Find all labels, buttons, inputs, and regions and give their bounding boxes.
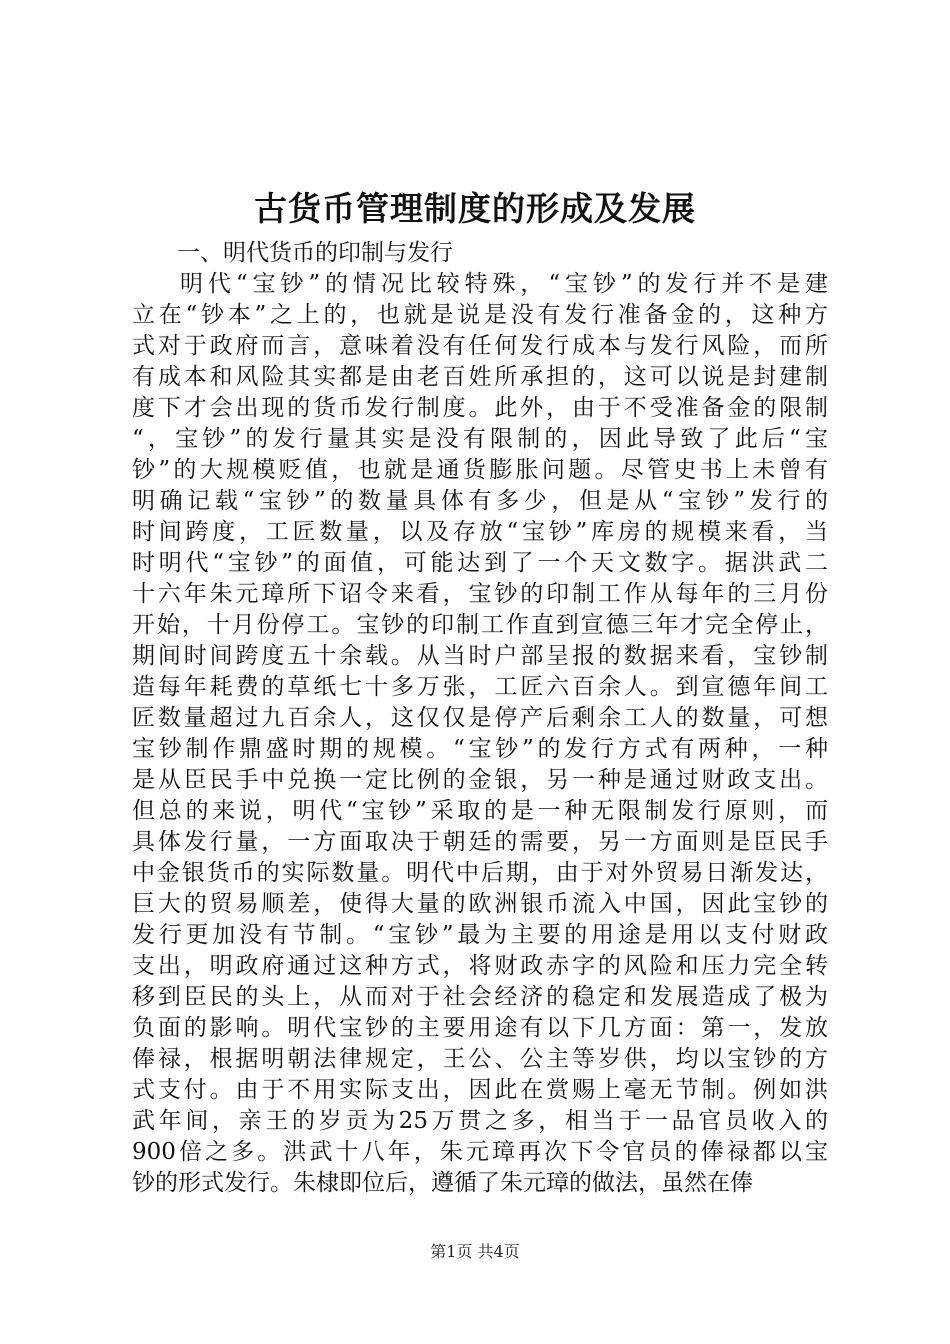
body-line: 匠数量超过九百余人，这仅仅是停产后剩余工人的数量，可想 — [132, 705, 828, 731]
body-line: 钞”的大规模贬值，也就是通货膨胀问题。尽管史书上未曾有 — [132, 457, 828, 483]
body-line: 时间跨度，工匠数量，以及存放“宝钞”库房的规模来看，当 — [132, 519, 828, 545]
body-line: 立在“钞本”之上的，也就是说是没有发行准备金的，这种方 — [132, 302, 828, 328]
body-line: 俸禄，根据明朝法律规定，王公、公主等岁供，均以宝钞的方 — [132, 1046, 828, 1072]
body-line: 造每年耗费的草纸七十多万张，工匠六百余人。到宣德年间工 — [132, 674, 828, 700]
document-title: 古货币管理制度的形成及发展 — [254, 189, 696, 228]
body-line: 式对于政府而言，意味着没有任何发行成本与发行风险，而所 — [132, 333, 828, 359]
body-line: 时明代“宝钞”的面值，可能达到了一个天文数字。据洪武二 — [132, 550, 828, 576]
body-line: 有成本和风险其实都是由老百姓所承担的，这可以说是封建制 — [132, 364, 828, 390]
section-heading: 一、明代货币的印制与发行 — [177, 240, 453, 266]
body-line: 明确记载“宝钞”的数量具体有多少，但是从“宝钞”发行的 — [132, 488, 828, 514]
body-line: 具体发行量，一方面取决于朝廷的需要，另一方面则是臣民手 — [132, 829, 828, 855]
body-line: 发行更加没有节制。“宝钞”最为主要的用途是用以支付财政 — [132, 922, 828, 948]
body-line: 900倍之多。洪武十八年，朱元璋再次下令官员的俸禄都以宝 — [132, 1139, 828, 1165]
body-line: 巨大的贸易顺差，使得大量的欧洲银币流入中国，因此宝钞的 — [132, 891, 828, 917]
body-line: 开始，十月份停工。宝钞的印制工作直到宣德三年才完全停止， — [132, 612, 828, 638]
body-line: 支出，明政府通过这种方式，将财政赤字的风险和压力完全转 — [132, 953, 828, 979]
body-line: 度下才会出现的货币发行制度。此外，由于不受准备金的限制 — [132, 395, 828, 421]
body-line: 宝钞制作鼎盛时期的规模。“宝钞”的发行方式有两种，一种 — [132, 736, 828, 762]
page-footer: 第1页 共4页 — [430, 1242, 520, 1261]
body-line: 十六年朱元璋所下诏令来看，宝钞的印制工作从每年的三月份 — [132, 581, 828, 607]
body-text — [132, 269, 828, 1199]
body-line: 式支付。由于不用实际支出，因此在赏赐上毫无节制。例如洪 — [132, 1077, 828, 1103]
body-line: 武年间，亲王的岁贡为25万贯之多，相当于一品官员收入的 — [132, 1108, 828, 1134]
body-line: 负面的影响。明代宝钞的主要用途有以下几方面：第一，发放 — [132, 1015, 828, 1041]
body-line: “，宝钞”的发行量其实是没有限制的，因此导致了此后“宝 — [132, 426, 828, 452]
body-line: 钞的形式发行。朱棣即位后，遵循了朱元璋的做法，虽然在俸 — [132, 1170, 753, 1196]
body-line: 是从臣民手中兑换一定比例的金银，另一种是通过财政支出。 — [132, 767, 828, 793]
body-line: 期间时间跨度五十余载。从当时户部呈报的数据来看，宝钞制 — [132, 643, 828, 669]
body-line: 明代“宝钞”的情况比较特殊，“宝钞”的发行并不是建 — [180, 271, 828, 297]
body-line: 中金银货币的实际数量。明代中后期，由于对外贸易日渐发达， — [132, 860, 828, 886]
body-line: 但总的来说，明代“宝钞”采取的是一种无限制发行原则，而 — [132, 798, 828, 824]
body-line: 移到臣民的头上，从而对于社会经济的稳定和发展造成了极为 — [132, 984, 828, 1010]
